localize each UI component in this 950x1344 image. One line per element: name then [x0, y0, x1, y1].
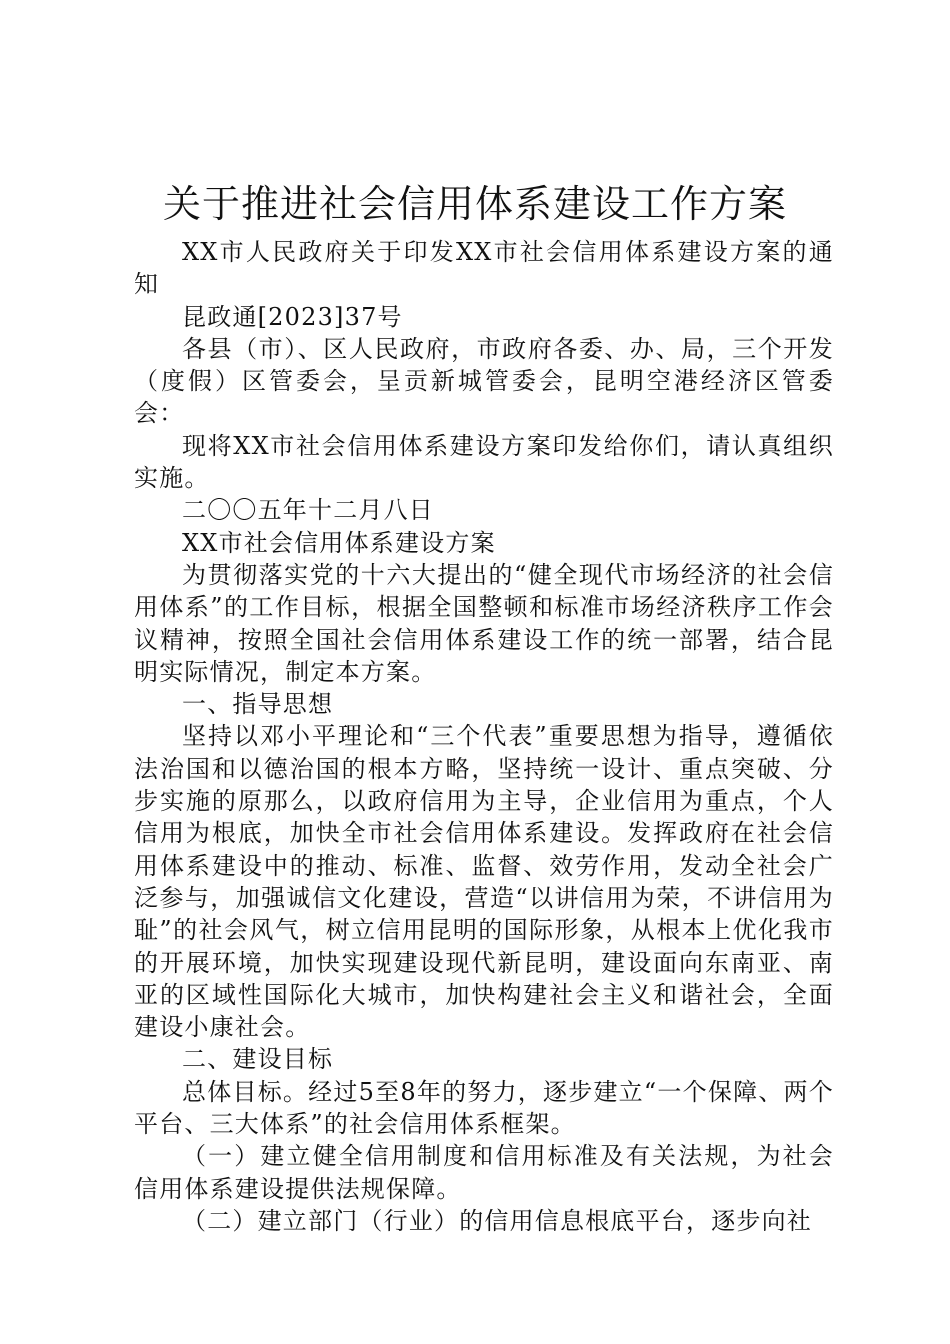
document-title: 关于推进社会信用体系建设工作方案 [162, 182, 787, 226]
section-body-1: 坚持以邓小平理论和“三个代表”重要思想为指导，遵循依法治国和以德治国的根本方略，坚持统一设计、重点突破、分步实施的原那么，以政府信用为主导，企业信用为重点，个人信用为根底，加快全市社会信用体系建设。发挥政府在社会信用体系建设中的推动、标准、监督、效劳作用，发动全社会广泛参与，加强诚信文化建设，营造“以讲信用为荣，不讲信用为耻”的社会风气，树立信用昆明的国际形象，从根本上优化我市的开展环境，加快实现建设现代新昆明，建设面向东南亚、南亚的区域性国际化大城市，加快构建社会主义和谐社会，全面建设小康社会。 [134, 722, 834, 1042]
section-heading-1: 一、指导思想 [182, 690, 334, 719]
plan-intro: 为贯彻落实党的十六大提出的“健全现代市场经济的社会信用体系”的工作目标，根据全国整顿和标准市场经济秩序工作会议精神，按照全国社会信用体系建设工作的统一部署，结合昆明实际情况，制定本方案。 [134, 560, 834, 686]
document-number: 昆政通[2023]37号 [182, 302, 403, 331]
issue-date: 二〇〇五年十二月八日 [182, 496, 434, 525]
overall-goal: 总体目标。经过5至8年的努力，逐步建立“一个保障、两个平台、三大体系”的社会信用体系框架。 [134, 1077, 834, 1139]
goal-item-1: （一）建立健全信用制度和信用标准及有关法规，为社会信用体系建设提供法规保障。 [134, 1142, 834, 1203]
section-heading-2: 二、建设目标 [182, 1045, 334, 1074]
document-body [134, 236, 834, 1237]
notice-heading: XX市人民政府关于印发XX市社会信用体系建设方案的通知 [134, 238, 834, 299]
goal-item-2: （二）建立部门（行业）的信用信息根底平台，逐步向社 [182, 1206, 812, 1235]
addressees: 各县（市）、区人民政府，市政府各委、办、局，三个开发（度假）区管委会，呈贡新城管委会，昆明空港经济区管委会： [134, 334, 834, 428]
plan-title: XX市社会信用体系建设方案 [182, 528, 496, 557]
notice-body: 现将XX市社会信用体系建设方案印发给你们，请认真组织实施。 [134, 431, 834, 493]
